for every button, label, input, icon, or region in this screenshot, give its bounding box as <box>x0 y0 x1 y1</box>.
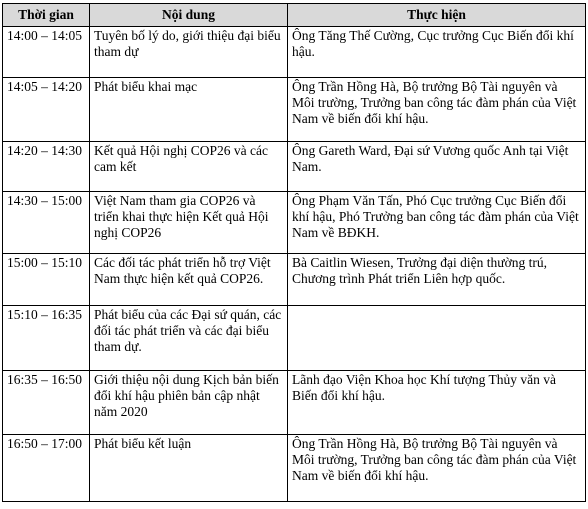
content-cell: Việt Nam tham gia COP26 và triển khai thực hiện Kết quả Hội nghị COP26 <box>90 192 288 254</box>
table-row <box>3 78 586 142</box>
time-cell: 15:10 – 16:35 <box>3 306 90 371</box>
presenter-cell: Lãnh đạo Viện Khoa học Khí tượng Thủy văn và Biến đổi khí hậu. <box>288 371 586 435</box>
time-cell: 14:30 – 15:00 <box>3 192 90 254</box>
content-cell: Phát biểu kết luận <box>90 435 288 502</box>
header-time: Thời gian <box>3 4 90 27</box>
content-cell: Giới thiệu nội dung Kịch bản biến đổi khí hậu phiên bản cập nhật năm 2020 <box>90 371 288 435</box>
content-cell: Phát biểu khai mạc <box>90 78 288 142</box>
header-row <box>3 4 586 27</box>
presenter-cell <box>288 306 586 371</box>
header-content: Nội dung <box>90 4 288 27</box>
time-cell: 14:05 – 14:20 <box>3 78 90 142</box>
table-row <box>3 254 586 306</box>
content-cell: Phát biểu của các Đại sứ quán, các đối tác phát triển và các đại biểu tham dự. <box>90 306 288 371</box>
agenda-document <box>2 3 586 502</box>
table-row <box>3 192 586 254</box>
presenter-cell: Ông Tăng Thế Cường, Cục trưởng Cục Biến đổi khí hậu. <box>288 27 586 78</box>
presenter-cell: Ông Phạm Văn Tấn, Phó Cục trưởng Cục Biến đổi khí hậu, Phó Trưởng ban công tác đàm phán của Việt Nam về BĐKH. <box>288 192 586 254</box>
header-presenter: Thực hiện <box>288 4 586 27</box>
time-cell: 14:20 – 14:30 <box>3 142 90 192</box>
presenter-cell: Bà Caitlin Wiesen, Trưởng đại diện thường trú, Chương trình Phát triển Liên hợp quốc. <box>288 254 586 306</box>
table-row <box>3 435 586 502</box>
table-row <box>3 306 586 371</box>
presenter-cell: Ông Trần Hồng Hà, Bộ trưởng Bộ Tài nguyên và Môi trường, Trưởng ban công tác đàm phán của Việt Nam về biến đổi khí hậu. <box>288 435 586 502</box>
presenter-cell: Ông Gareth Ward, Đại sứ Vương quốc Anh tại Việt Nam. <box>288 142 586 192</box>
time-cell: 14:00 – 14:05 <box>3 27 90 78</box>
agenda-table <box>2 3 586 502</box>
content-cell: Tuyên bố lý do, giới thiệu đại biểu tham dự <box>90 27 288 78</box>
content-cell: Các đối tác phát triển hỗ trợ Việt Nam thực hiện kết quả COP26. <box>90 254 288 306</box>
table-row <box>3 371 586 435</box>
table-row <box>3 27 586 78</box>
time-cell: 16:35 – 16:50 <box>3 371 90 435</box>
content-cell: Kết quả Hội nghị COP26 và các cam kết <box>90 142 288 192</box>
time-cell: 15:00 – 15:10 <box>3 254 90 306</box>
time-cell: 16:50 – 17:00 <box>3 435 90 502</box>
presenter-cell: Ông Trần Hồng Hà, Bộ trưởng Bộ Tài nguyên và Môi trường, Trưởng ban công tác đàm phán của Việt Nam về biến đổi khí hậu. <box>288 78 586 142</box>
table-row <box>3 142 586 192</box>
